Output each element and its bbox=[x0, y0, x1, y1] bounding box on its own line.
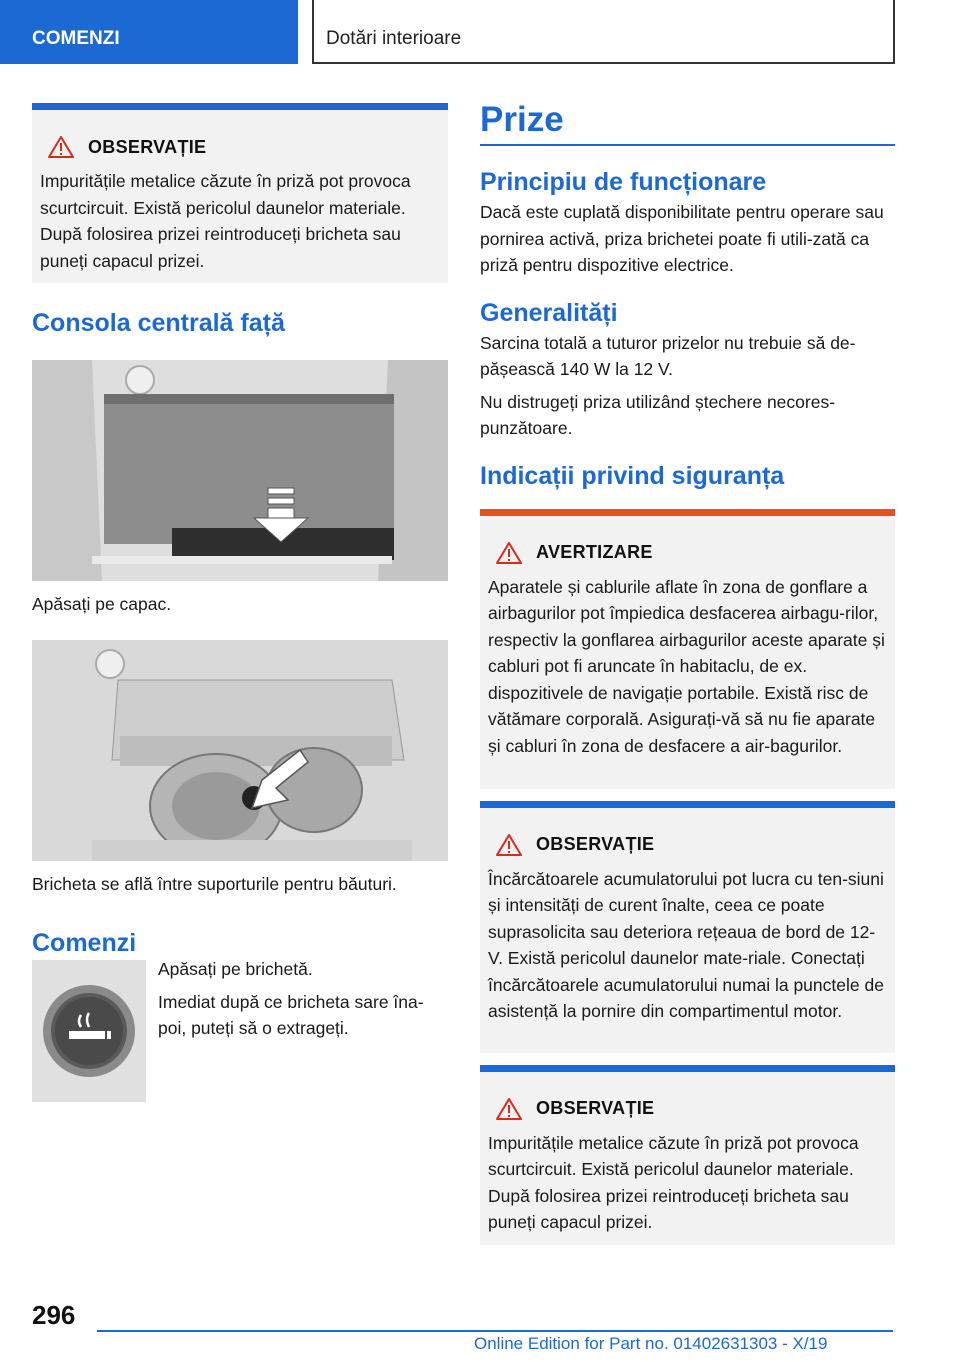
left-column bbox=[32, 103, 448, 1102]
warning-triangle-icon bbox=[496, 834, 522, 856]
page-number: 296 bbox=[32, 1300, 76, 1330]
notice-title: OBSERVAȚIE bbox=[536, 834, 655, 854]
principle-heading: Principiu de funcționare bbox=[480, 168, 767, 196]
notice-title: OBSERVAȚIE bbox=[536, 1098, 655, 1118]
console-cover-photo bbox=[32, 360, 448, 581]
warning-box bbox=[480, 509, 895, 789]
notice-body: Impuritățile metalice căzute în priză pot provoca scurtcircuit. Există pericolul daunelor materiale. După folosirea prizei reintroduceți bricheta sau puneți capacul prizei. bbox=[40, 171, 411, 271]
section-heading-prize: Prize bbox=[480, 100, 895, 146]
lighter-button-image bbox=[32, 960, 146, 1102]
general-text-plugs: Nu distrugeți priza utilizând ștechere necores-punzătoare. bbox=[480, 391, 836, 438]
controls-heading: Comenzi bbox=[32, 929, 137, 957]
warning-triangle-icon bbox=[496, 1098, 522, 1120]
warning-triangle-icon bbox=[496, 542, 522, 564]
notice-body: Impuritățile metalice căzute în priză pot provoca scurtcircuit. Există pericolul daunelor materiale. După folosirea prizei reintroduceți bricheta sau puneți capacul prizei. bbox=[488, 1132, 859, 1232]
controls-step-press: Apăsați pe brichetă. bbox=[158, 959, 313, 979]
section-tab: COMENZI bbox=[0, 0, 298, 64]
notice-box-chargers bbox=[480, 801, 895, 1053]
general-heading: Generalități bbox=[480, 298, 618, 327]
footer-divider bbox=[97, 1330, 893, 1332]
safety-heading: Indicații privind siguranța bbox=[480, 461, 785, 490]
caption-lighter-location: Bricheta se află între suporturile pentru băuturi. bbox=[32, 873, 397, 894]
notice-box bbox=[32, 103, 448, 283]
principle-text: Dacă este cuplată disponibilitate pentru operare sau pornirea activă, priza brichetei poate fi utili-zată ca priză pentru dispozitive electrice. bbox=[480, 202, 884, 275]
caption-press-cover: Apăsați pe capac. bbox=[32, 594, 172, 614]
warning-title: AVERTIZARE bbox=[536, 542, 653, 562]
notice-body: Încărcătoarele acumulatorului pot lucra cu ten-siuni și intensități de curent înalte, ceea ce poate suprasolicita sau deteriora rețeaua de bord de 12-V. Există pericolul daunelor mate-riale. Conectați încărcătoarele acumulatorului numai la punctele de asistență la pornire din compartimentul motor. bbox=[488, 868, 884, 1021]
lighter-location-photo bbox=[32, 640, 448, 861]
warning-body: Aparatele și cablurile aflate în zona de gonflare a airbagurilor pot împiedica desfacerea airbagu-rilor, respectiv la gonflarea airbagurilor aceste aparate și cabluri pot fi aruncate în habitaclu, de ex. dispozitivele de navigație portabile. Există risc de vătămare corporală. Asigurați-vă să nu fie aparate și cabluri în zona de desfacere a air-bagurilor. bbox=[488, 576, 885, 756]
right-column bbox=[480, 100, 895, 1245]
controls-step-extract: Imediat după ce bricheta sare îna-poi, puteți să o extrageți. bbox=[158, 991, 424, 1038]
console-heading: Consola centrală față bbox=[32, 309, 285, 337]
notice-title: OBSERVAȚIE bbox=[88, 136, 207, 157]
chapter-title: Dotări interioare bbox=[312, 0, 895, 64]
general-text-load: Sarcina totală a tuturor prizelor nu trebuie să de-pășească 140 W la 12 V. bbox=[480, 332, 856, 379]
warning-triangle-icon bbox=[48, 136, 74, 158]
notice-box-impurities bbox=[480, 1065, 895, 1245]
edition-info: Online Edition for Part no. 01402631303 - X/19 bbox=[474, 1334, 828, 1353]
